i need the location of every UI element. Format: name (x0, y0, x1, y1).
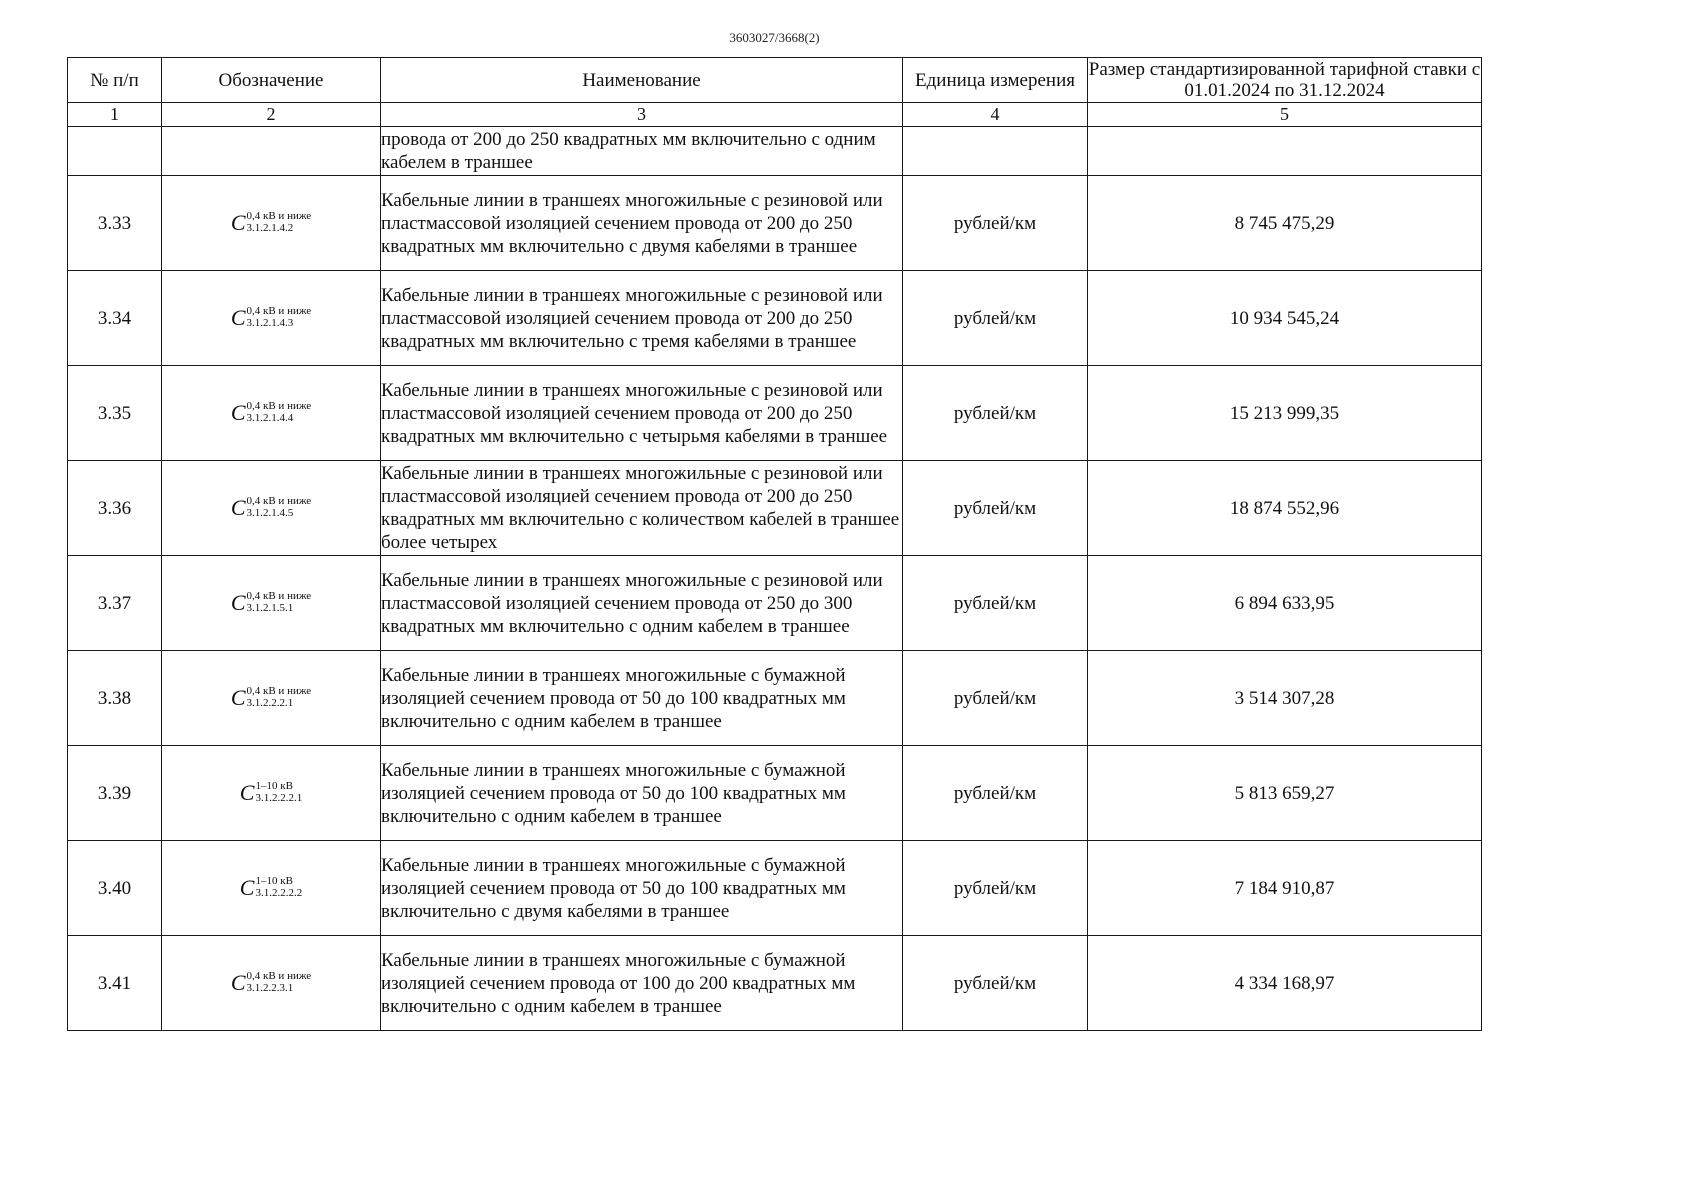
table-row (68, 556, 1482, 651)
row-designation (162, 127, 381, 176)
tariff-symbol (231, 590, 311, 614)
symbol-superscript: 0,4 кВ и ниже (246, 590, 312, 603)
symbol-superscript: 1–10 кВ (255, 780, 293, 793)
row-designation (162, 841, 381, 936)
symbol-scripts (247, 400, 312, 424)
tariff-symbol (231, 970, 311, 994)
symbol-scripts (247, 970, 312, 994)
symbol-superscript: 1–10 кВ (255, 875, 293, 888)
table-row (68, 936, 1482, 1031)
symbol-superscript: 0,4 кВ и ниже (246, 400, 312, 413)
symbol-letter: C (230, 969, 246, 995)
row-unit: рублей/км (903, 556, 1088, 651)
symbol-superscript: 0,4 кВ и ниже (246, 970, 312, 983)
row-designation (162, 176, 381, 271)
row-name: Кабельные линии в траншеях многожильные с бумажной изоляцией сечением провода от 50 до 100 квадратных мм включительно с двумя кабелями в траншее (381, 841, 903, 936)
row-unit: рублей/км (903, 841, 1088, 936)
table-row (68, 271, 1482, 366)
tariff-symbol (231, 400, 311, 424)
tariff-symbol (231, 305, 311, 329)
symbol-scripts (247, 495, 312, 519)
row-designation (162, 936, 381, 1031)
row-value (1088, 127, 1482, 176)
symbol-superscript: 0,4 кВ и ниже (246, 305, 312, 318)
symbol-scripts (247, 590, 312, 614)
row-unit (903, 127, 1088, 176)
row-name: Кабельные линии в траншеях многожильные с бумажной изоляцией сечением провода от 50 до 100 квадратных мм включительно с одним кабелем в траншее (381, 651, 903, 746)
row-value: 8 745 475,29 (1088, 176, 1482, 271)
symbol-subscript: 3.1.2.2.3.1 (246, 982, 294, 995)
row-value: 4 334 168,97 (1088, 936, 1482, 1031)
symbol-subscript: 3.1.2.2.2.2 (255, 887, 303, 900)
row-unit: рублей/км (903, 746, 1088, 841)
symbol-letter: C (230, 399, 246, 425)
row-number: 3.40 (68, 841, 162, 936)
header-number: № п/п (68, 58, 162, 103)
table-row (68, 746, 1482, 841)
tariff-symbol (231, 495, 311, 519)
symbol-letter: C (239, 779, 255, 805)
symbol-subscript: 3.1.2.1.5.1 (246, 602, 294, 615)
symbol-scripts (247, 305, 312, 329)
column-number: 3 (381, 103, 903, 127)
continuation-row (68, 127, 1482, 176)
row-unit: рублей/км (903, 271, 1088, 366)
tariff-symbol (231, 685, 311, 709)
column-number: 5 (1088, 103, 1482, 127)
table-row (68, 366, 1482, 461)
tariff-table (67, 57, 1482, 1031)
header-designation: Обозначение (162, 58, 381, 103)
header-name: Наименование (381, 58, 903, 103)
row-designation (162, 461, 381, 556)
symbol-letter: C (230, 209, 246, 235)
tariff-symbol (240, 875, 302, 899)
symbol-letter: C (230, 304, 246, 330)
row-name: Кабельные линии в траншеях многожильные с резиновой или пластмассовой изоляцией сечением провода от 250 до 300 квадратных мм включительно с одним кабелем в траншее (381, 556, 903, 651)
header-rate: Размер стандартизированной тарифной ставки с 01.01.2024 по 31.12.2024 (1088, 59, 1481, 101)
header-row (68, 58, 1482, 103)
symbol-subscript: 3.1.2.2.2.1 (255, 792, 303, 805)
symbol-letter: C (230, 494, 246, 520)
table-row (68, 461, 1482, 556)
row-number: 3.34 (68, 271, 162, 366)
tariff-symbol (240, 780, 302, 804)
row-designation (162, 651, 381, 746)
tariff-symbol (231, 210, 311, 234)
symbol-letter: C (239, 874, 255, 900)
symbol-scripts (255, 780, 302, 804)
row-name: провода от 200 до 250 квадратных мм включительно с одним кабелем в траншее (381, 127, 903, 176)
row-name: Кабельные линии в траншеях многожильные с резиновой или пластмассовой изоляцией сечением провода от 200 до 250 квадратных мм включительно с четырьмя кабелями в траншее (381, 366, 903, 461)
symbol-scripts (247, 210, 312, 234)
row-unit: рублей/км (903, 651, 1088, 746)
row-number: 3.39 (68, 746, 162, 841)
row-value: 6 894 633,95 (1088, 556, 1482, 651)
row-name: Кабельные линии в траншеях многожильные с резиновой или пластмассовой изоляцией сечением провода от 200 до 250 квадратных мм включительно с двумя кабелями в траншее (381, 176, 903, 271)
row-value: 3 514 307,28 (1088, 651, 1482, 746)
row-number: 3.36 (68, 461, 162, 556)
symbol-subscript: 3.1.2.2.2.1 (246, 697, 294, 710)
symbol-subscript: 3.1.2.1.4.3 (246, 317, 294, 330)
symbol-superscript: 0,4 кВ и ниже (246, 210, 312, 223)
table-row (68, 651, 1482, 746)
row-name: Кабельные линии в траншеях многожильные с бумажной изоляцией сечением провода от 50 до 100 квадратных мм включительно с одним кабелем в траншее (381, 746, 903, 841)
symbol-letter: C (230, 684, 246, 710)
symbol-superscript: 0,4 кВ и ниже (246, 685, 312, 698)
document-number: 3603027/3668(2) (729, 30, 820, 45)
column-number: 4 (903, 103, 1088, 127)
symbol-letter: C (230, 589, 246, 615)
row-unit: рублей/км (903, 366, 1088, 461)
row-designation (162, 556, 381, 651)
row-value: 10 934 545,24 (1088, 271, 1482, 366)
row-designation (162, 271, 381, 366)
row-unit: рублей/км (903, 176, 1088, 271)
row-number: 3.37 (68, 556, 162, 651)
row-number: 3.38 (68, 651, 162, 746)
symbol-scripts (255, 875, 302, 899)
row-designation (162, 746, 381, 841)
table-row (68, 841, 1482, 936)
row-name: Кабельные линии в траншеях многожильные с резиновой или пластмассовой изоляцией сечением провода от 200 до 250 квадратных мм включительно с количеством кабелей в траншее более четырех (381, 461, 903, 556)
row-number (68, 127, 162, 176)
symbol-subscript: 3.1.2.1.4.2 (246, 222, 294, 235)
symbol-superscript: 0,4 кВ и ниже (246, 495, 312, 508)
header-unit: Единица измерения (903, 58, 1088, 103)
column-number: 2 (162, 103, 381, 127)
table-row (68, 176, 1482, 271)
row-name: Кабельные линии в траншеях многожильные с резиновой или пластмассовой изоляцией сечением провода от 200 до 250 квадратных мм включительно с тремя кабелями в траншее (381, 271, 903, 366)
symbol-subscript: 3.1.2.1.4.4 (246, 412, 294, 425)
row-number: 3.33 (68, 176, 162, 271)
row-value: 7 184 910,87 (1088, 841, 1482, 936)
row-value: 5 813 659,27 (1088, 746, 1482, 841)
row-designation (162, 366, 381, 461)
symbol-subscript: 3.1.2.1.4.5 (246, 507, 294, 520)
symbol-scripts (247, 685, 312, 709)
column-number-row (68, 103, 1482, 127)
row-number: 3.35 (68, 366, 162, 461)
row-value: 18 874 552,96 (1088, 461, 1482, 556)
row-name: Кабельные линии в траншеях многожильные с бумажной изоляцией сечением провода от 100 до 200 квадратных мм включительно с одним кабелем в траншее (381, 936, 903, 1031)
row-number: 3.41 (68, 936, 162, 1031)
row-unit: рублей/км (903, 461, 1088, 556)
column-number: 1 (68, 103, 162, 127)
row-value: 15 213 999,35 (1088, 366, 1482, 461)
row-unit: рублей/км (903, 936, 1088, 1031)
